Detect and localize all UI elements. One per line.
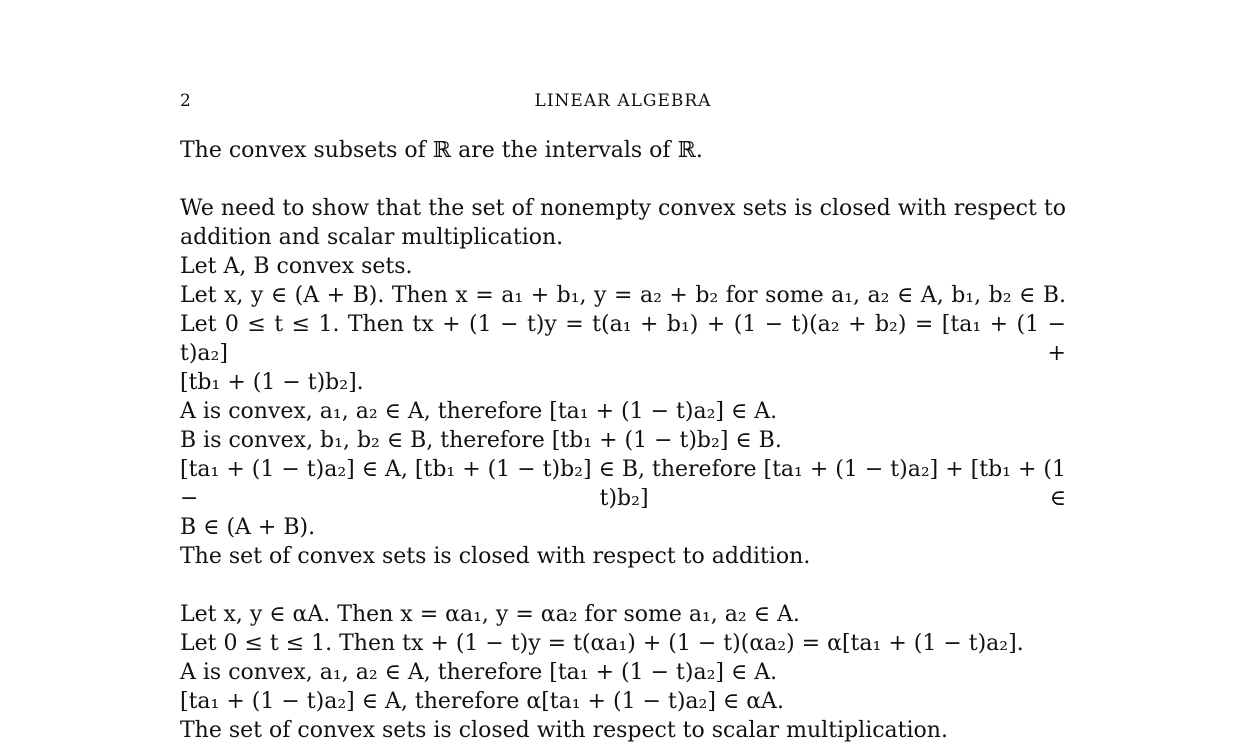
text-line: The convex subsets of ℝ are the intervals of ℝ. — [180, 138, 703, 163]
text-line: Let 0 ≤ t ≤ 1. Then tx + (1 − t)y = t(αa₁) + (1 − t)(αa₂) = α[ta₁ + (1 − t)a₂]. — [180, 631, 1024, 656]
text-line: We need to show that the set of nonempty convex sets is closed with respect to — [180, 196, 1066, 221]
paragraph-gap — [180, 165, 1066, 194]
paragraph-gap — [180, 571, 1066, 600]
text-line: A is convex, a₁, a₂ ∈ A, therefore [ta₁ + (1 − t)a₂] ∈ A. — [180, 399, 778, 424]
page-number: 2 — [180, 91, 192, 111]
text-line: Let x, y ∈ (A + B). Then x = a₁ + b₁, y = a₂ + b₂ for some a₁, a₂ ∈ A, b₁, b₂ ∈ B. — [180, 283, 1066, 308]
text-line: Let x, y ∈ αA. Then x = αa₁, y = αa₂ for some a₁, a₂ ∈ A. — [180, 602, 800, 627]
text-line: addition and scalar multiplication. — [180, 225, 564, 250]
text-line: [ta₁ + (1 − t)a₂] ∈ A, therefore α[ta₁ + (1 − t)a₂] ∈ αA. — [180, 689, 784, 714]
text-line: The set of convex sets is closed with respect to addition. — [180, 544, 811, 569]
proof-body — [180, 136, 1066, 745]
text-line: The set of convex sets is closed with respect to scalar multiplication. — [180, 718, 948, 743]
text-line: Let A, B convex sets. — [180, 254, 413, 279]
text-line: B is convex, b₁, b₂ ∈ B, therefore [tb₁ + (1 − t)b₂] ∈ B. — [180, 428, 782, 453]
text-line: [tb₁ + (1 − t)b₂]. — [180, 370, 364, 395]
text-line: [ta₁ + (1 − t)a₂] ∈ A, [tb₁ + (1 − t)b₂] ∈ B, therefore [ta₁ + (1 − t)a₂] + [tb₁ + (1 − t)b₂] ∈ — [180, 457, 1066, 511]
running-title: LINEAR ALGEBRA — [534, 91, 712, 111]
text-line: Let 0 ≤ t ≤ 1. Then tx + (1 − t)y = t(a₁ + b₁) + (1 − t)(a₂ + b₂) = [ta₁ + (1 − t)a₂] + — [180, 312, 1066, 366]
text-line: A is convex, a₁, a₂ ∈ A, therefore [ta₁ + (1 − t)a₂] ∈ A. — [180, 660, 778, 685]
running-header — [180, 91, 1066, 113]
text-line: B ∈ (A + B). — [180, 515, 316, 540]
